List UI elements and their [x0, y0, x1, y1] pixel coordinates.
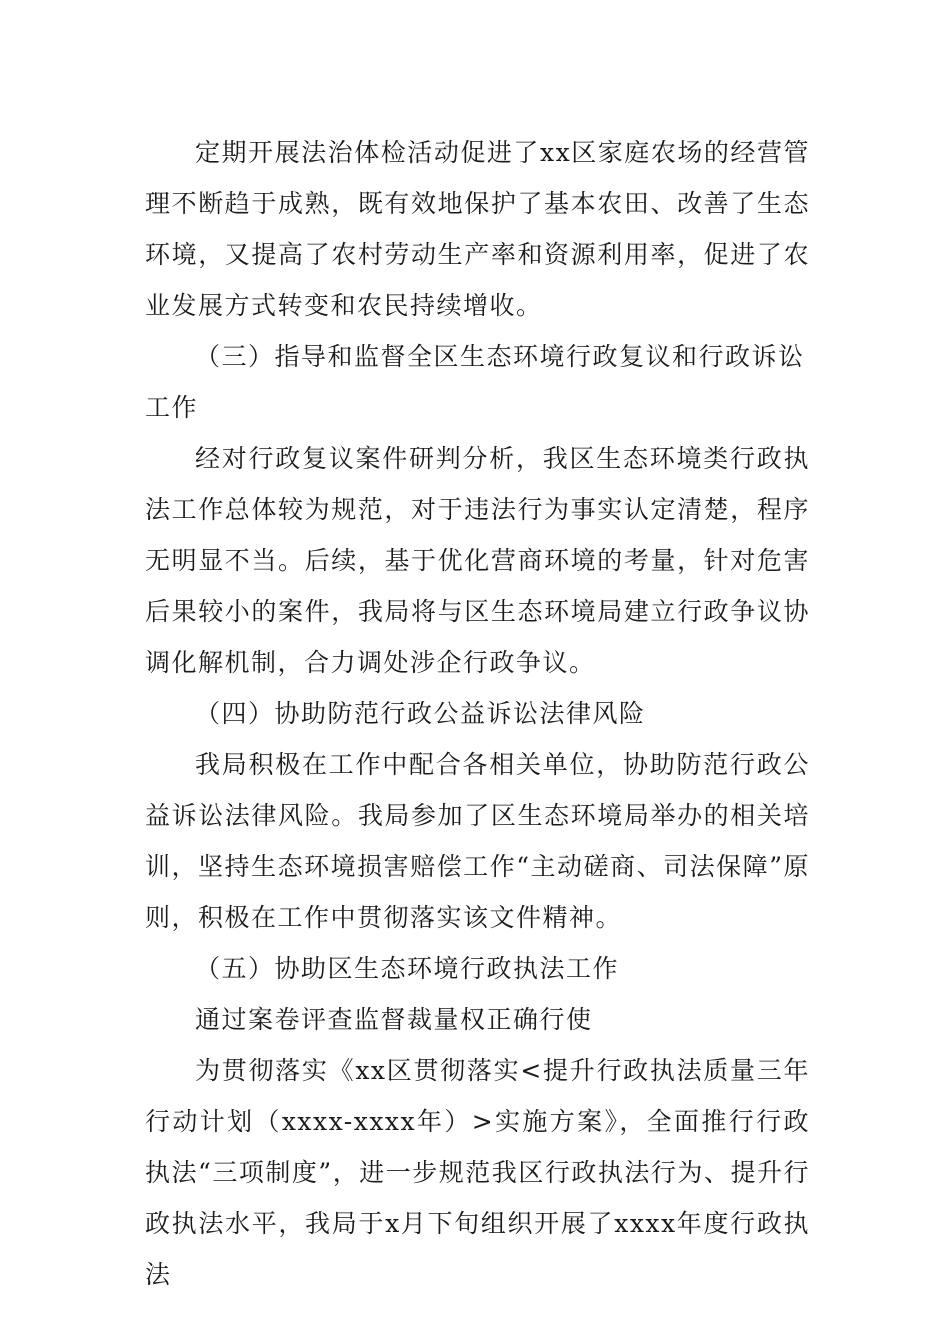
document-body: [145, 127, 810, 1300]
heading-section-4: （四）协助防范行政公益诉讼法律风险: [195, 699, 646, 728]
paragraph-family-farm-summary: 定期开展法治体检活动促进了xx区家庭农场的经营管理不断趋于成熟，既有效地保护了基本农田、改善了生态环境，又提高了农村劳动生产率和资源利用率，促进了农业发展方式转变和农民持续增收。: [145, 138, 810, 320]
paragraph-public-interest-litigation: 我局积极在工作中配合各相关单位，协助防范行政公益诉讼法律风险。我局参加了区生态环境局举办的相关培训，坚持生态环境损害赔偿工作“主动磋商、司法保障”原则，积极在工作中贯彻落实该文件精神。: [145, 750, 810, 932]
paragraph-administrative-review: 经对行政复议案件研判分析，我区生态环境类行政执法工作总体较为规范，对于违法行为事实认定清楚，程序无明显不当。后续，基于优化营商环境的考量，针对危害后果较小的案件，我局将与区生态环境局建立行政争议协调化解机制，合力调处涉企行政争议。: [145, 444, 810, 677]
paragraph-implementation-plan: 为贯彻落实《xx区贯彻落实<提升行政执法质量三年行动计划（xxxx-xxxx年）>实施方案》，全面推行行政执法“三项制度”，进一步规范我区行政执法行为、提升行政执法水平，我局于x月下旬组织开展了xxxx年度行政执法: [145, 1056, 810, 1289]
subheading-case-review: 通过案卷评查监督裁量权正确行使: [195, 1005, 593, 1034]
heading-section-5: （五）协助区生态环境行政执法工作: [195, 954, 620, 983]
heading-section-3: （三）指导和监督全区生态环境行政复议和行政诉讼工作: [145, 342, 805, 422]
